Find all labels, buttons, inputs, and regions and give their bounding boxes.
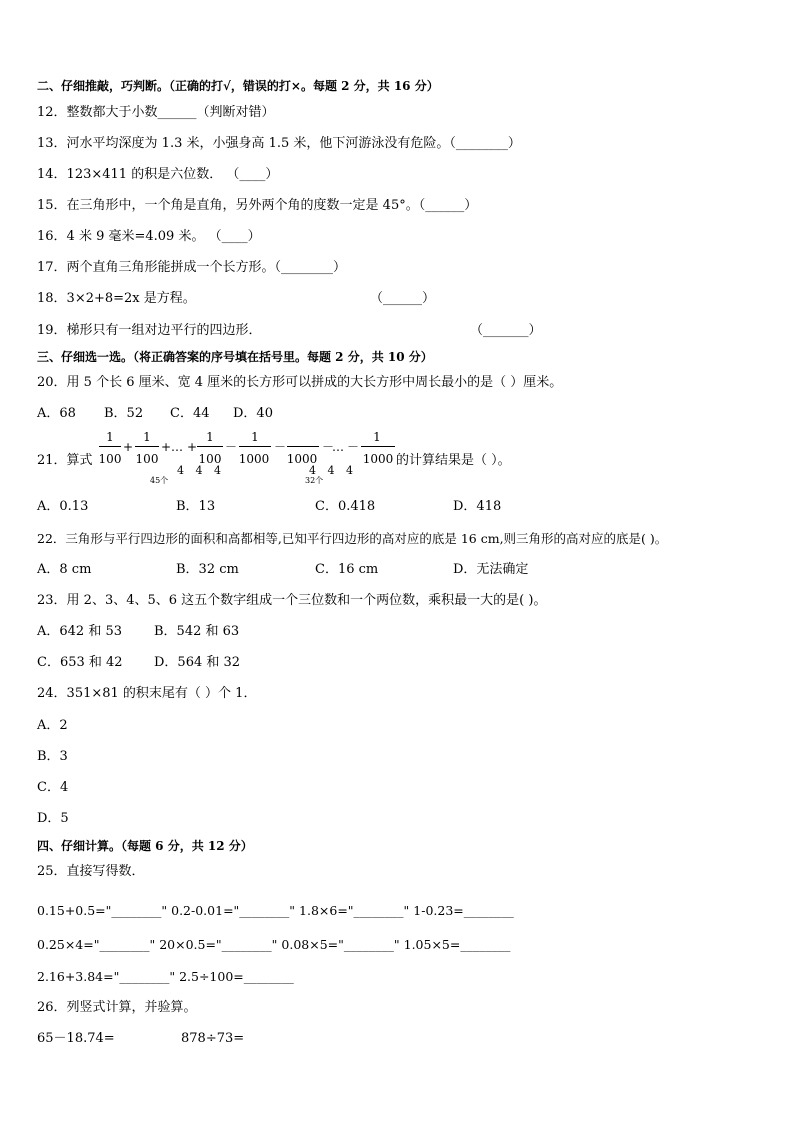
fraction-denominator: 1000 xyxy=(238,452,270,466)
question-24-option-a: A．2 xyxy=(37,718,68,733)
question-25: 25．直接写得数． xyxy=(37,864,145,879)
question-17: 17．两个直角三角形能拼成一个长方形。（________） xyxy=(37,260,347,275)
fraction-denominator: 100 xyxy=(198,452,222,466)
question-16: 16．4 米 9 毫米=4.09 米。 （____） xyxy=(37,229,261,244)
question-26-a: 65－18.74= xyxy=(37,1031,115,1046)
fraction-denominator: 1000 xyxy=(362,452,394,466)
question-24-option-c: C．4 xyxy=(37,780,69,795)
question-20-option-a: A．68 xyxy=(37,406,76,421)
ellipsis: … xyxy=(332,440,344,454)
brace-label-45: 45个 xyxy=(150,476,169,485)
question-18: 18．3×2+8=2x 是方程。 xyxy=(37,291,196,306)
plus-dots: + xyxy=(161,440,172,454)
question-24: 24．351×81 的积末尾有（ ）个 1． xyxy=(37,686,257,701)
question-25-row-1: 0.15+0.5="________" 0.2-0.01="________" 1.8×6="________" 1-0.23=________ xyxy=(37,903,514,918)
question-14: 14．123×411 的积是六位数． （____） xyxy=(37,167,279,182)
question-20: 20．用 5 个长 6 厘米、宽 4 厘米的长方形可以拼成的大长方形中周长最小的是（ ）厘米。 xyxy=(37,375,563,390)
question-26: 26．列竖式计算，并验算。 xyxy=(37,1000,197,1015)
question-24-option-d: D．5 xyxy=(37,811,69,826)
question-20-option-c: C．44 xyxy=(170,406,210,421)
question-22-option-c: C．16 cm xyxy=(315,562,379,577)
fraction-numerator: 1 xyxy=(373,430,381,444)
question-18-blank: （______） xyxy=(370,291,436,306)
question-25-row-2: 0.25×4="________" 20×0.5="________" 0.08×5="________" 1.05×5=________ xyxy=(37,937,511,952)
question-22-option-d: D．无法确定 xyxy=(453,562,529,577)
minus-sign: － xyxy=(347,440,360,454)
brace-fours-a: 4 4 4 xyxy=(177,464,225,477)
question-23: 23．用 2、3、4、5、6 这五个数字组成一个三位数和一个两位数，乘积最一大的是( )。 xyxy=(37,593,547,608)
minus-sign: － xyxy=(322,440,335,454)
fraction-denominator: 100 xyxy=(135,452,159,466)
plus-sign: + xyxy=(187,440,198,454)
fraction-numerator: 1 xyxy=(106,430,114,444)
brace-fours-b: 4 4 4 xyxy=(309,464,357,477)
question-20-option-d: D．40 xyxy=(233,406,273,421)
question-22-option-b: B．32 cm xyxy=(176,562,239,577)
question-23-option-c: C．653 和 42 xyxy=(37,655,123,670)
fraction-denominator: 100 xyxy=(98,452,122,466)
question-19-blank: （_______） xyxy=(470,323,542,338)
question-23-option-d: D．564 和 32 xyxy=(154,655,241,670)
question-13: 13．河水平均深度为 1.3 米，小强身高 1.5 米，他下河游泳没有危险。（________） xyxy=(37,136,521,151)
fraction-numerator: 1 xyxy=(143,430,151,444)
question-21 xyxy=(37,430,597,490)
question-12: 12．整数都大于小数______（判断对错） xyxy=(37,105,275,120)
minus-sign: － xyxy=(225,440,238,454)
question-23-option-a: A．642 和 53 xyxy=(37,624,123,639)
question-19: 19．梯形只有一组对边平行的四边形． xyxy=(37,323,262,338)
plus-sign: + xyxy=(123,440,134,454)
question-21-option-d: D．418 xyxy=(453,499,502,514)
ellipsis: … xyxy=(171,440,183,454)
question-22-option-a: A．8 cm xyxy=(37,562,92,577)
minus-sign: － xyxy=(274,440,287,454)
section2-header: 二、仔细推敲，巧判断。（正确的打√，错误的打×。每题 2 分，共 16 分） xyxy=(37,79,439,93)
fraction-numerator: 1 xyxy=(251,430,259,444)
question-22: 22．三角形与平行四边形的面积和高都相等,已知平行四边形的高对应的底是 16 cm,则三角形的高对应的底是( )。 xyxy=(37,531,668,546)
question-21-option-b: B．13 xyxy=(176,499,216,514)
brace-label-32: 32个 xyxy=(305,476,324,485)
question-24-option-b: B．3 xyxy=(37,749,68,764)
question-20-option-b: B．52 xyxy=(104,406,144,421)
question-26-b: 878÷73= xyxy=(181,1031,245,1046)
question-21-option-c: C．0.418 xyxy=(315,499,376,514)
question-23-option-b: B．542 和 63 xyxy=(154,624,240,639)
fraction-numerator: 1 xyxy=(206,430,214,444)
fraction-denominator: 1000 xyxy=(286,452,318,466)
question-25-row-3: 2.16+3.84="________" 2.5÷100=________ xyxy=(37,969,294,984)
question-15: 15．在三角形中，一个角是直角，另外两个角的度数一定是 45°。（______） xyxy=(37,198,478,213)
section4-header: 四、仔细计算。（每题 6 分，共 12 分） xyxy=(37,839,253,853)
question-21-prefix: 21．算式 xyxy=(37,453,93,468)
question-21-suffix: 的计算结果是（ ）。 xyxy=(396,453,511,468)
section3-header: 三、仔细选一选。（将正确答案的序号填在括号里。每题 2 分，共 10 分） xyxy=(37,350,433,364)
question-21-option-a: A．0.13 xyxy=(37,499,89,514)
